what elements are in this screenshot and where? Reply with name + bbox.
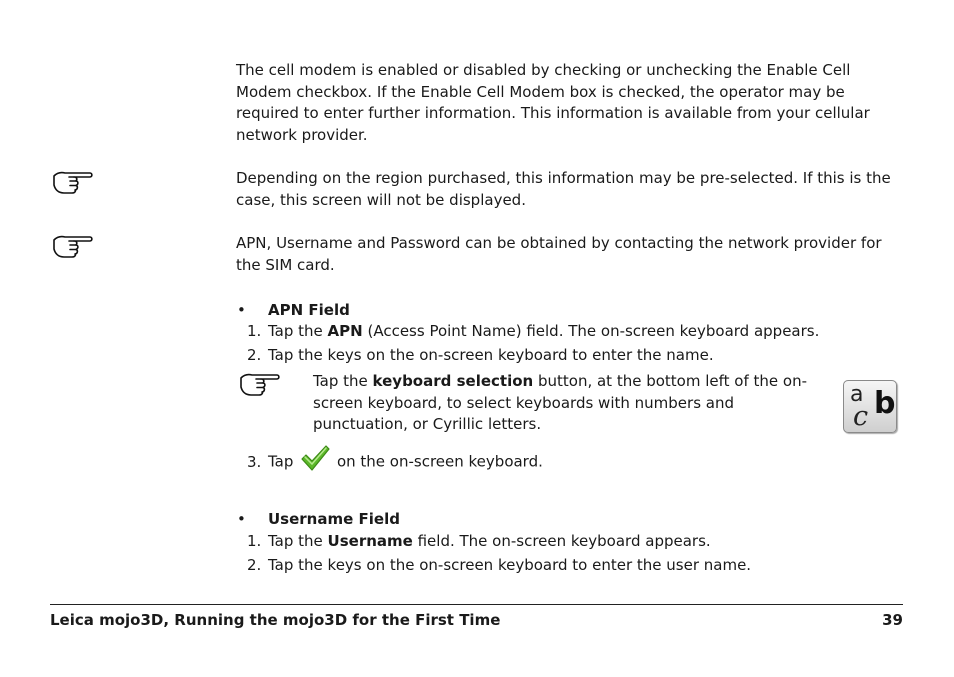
step-text: on the on-screen keyboard. [336, 452, 543, 471]
username-step-1 [247, 531, 711, 551]
apn-field-heading: APN Field [268, 301, 350, 319]
step-number: 2. [247, 556, 262, 574]
step-number: 3. [247, 452, 262, 471]
step-text: field. The on-screen keyboard appears. [412, 532, 711, 550]
note-text: Tap the [313, 372, 373, 390]
step-text: Tap the keys on the on-screen keyboard to enter the name. [268, 346, 714, 364]
step-number: 1. [247, 532, 262, 550]
footer-title: Leica mojo3D, Running the mojo3D for the First Time [50, 611, 501, 629]
step-number: 2. [247, 346, 262, 364]
step-text: Tap [268, 452, 294, 471]
intro-paragraph: The cell modem is enabled or disabled by checking or unchecking the Enable Cell Modem checkbox. If the Enable Cell Modem box is checked, the operator may be required to enter further information. This information is available from your cellular network provider. [236, 61, 870, 144]
step-text: Tap the keys on the on-screen keyboard to enter the user name. [268, 556, 752, 574]
footer-divider [50, 604, 903, 605]
bullet: • [237, 301, 246, 319]
note-bold-term: keyboard selection [372, 372, 534, 390]
note-preselected: Depending on the region purchased, this information may be pre-selected. If this is the case, this screen will not be displayed. [236, 169, 891, 209]
username-step-2 [247, 555, 751, 575]
pointing-hand-icon [52, 168, 94, 194]
step-text: Tap the [268, 322, 328, 340]
step-text: (Access Point Name) field. The on-screen keyboard appears. [362, 322, 820, 340]
apn-step-3 [247, 451, 543, 473]
pointing-hand-icon [239, 370, 281, 396]
step-bold-term: APN [327, 322, 363, 340]
username-field-heading: Username Field [268, 510, 400, 528]
note-apn-credentials: APN, Username and Password can be obtained by contacting the network provider for the SIM card. [236, 234, 882, 274]
green-checkmark-icon [300, 443, 330, 473]
apn-step-1 [247, 321, 819, 341]
keyboard-selection-note [313, 371, 823, 436]
step-bold-term: Username [327, 532, 413, 550]
step-number: 1. [247, 322, 262, 340]
keyboard-selection-icon: a b c [843, 380, 897, 433]
page-number: 39 [882, 611, 903, 629]
pointing-hand-icon [52, 232, 94, 258]
note-text: button, at the bottom left of the on-screen keyboard, to select keyboards with numbers and punctuation, or Cyrillic letters. [313, 372, 807, 433]
bullet: • [237, 510, 246, 528]
apn-step-2 [247, 345, 714, 365]
step-text: Tap the [268, 532, 328, 550]
